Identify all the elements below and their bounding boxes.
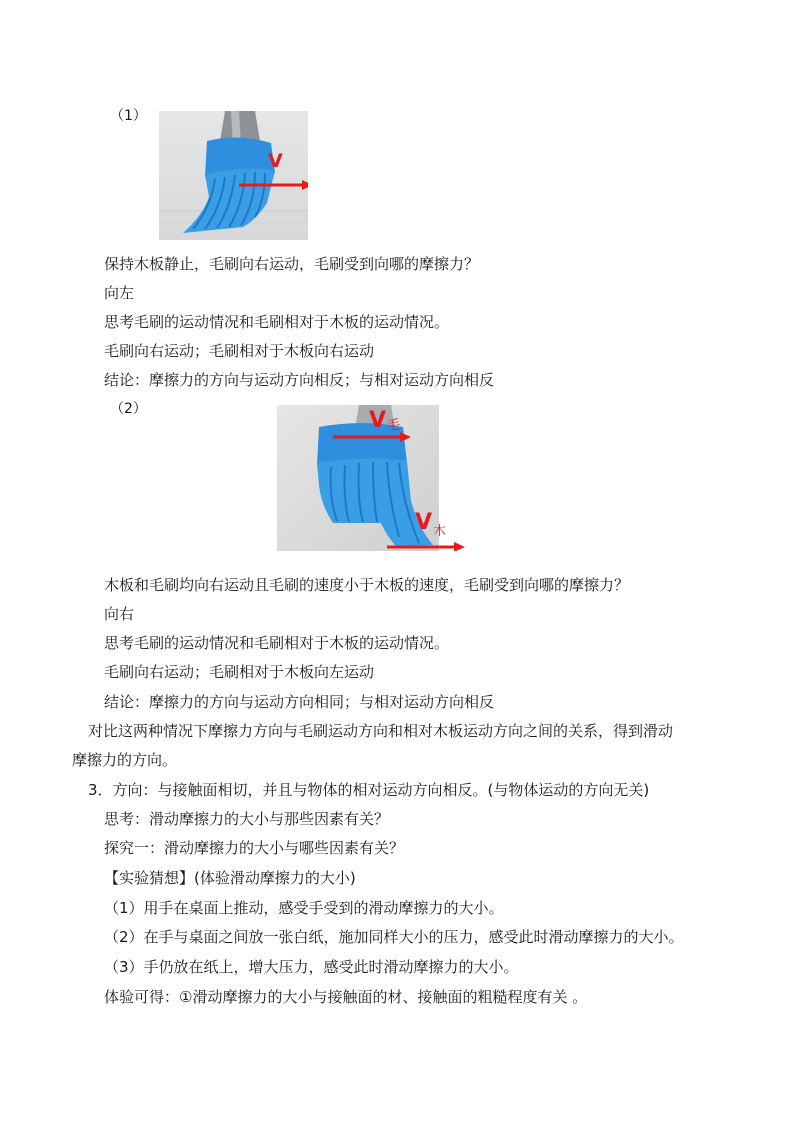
brush-photo-2	[277, 405, 467, 551]
figure-brush-2	[277, 405, 467, 551]
part1-think: 思考毛刷的运动情况和毛刷相对于木板的运动情况。	[104, 313, 450, 331]
guess-item-3: （3）手仍放在纸上，增大压力，感受此时滑动摩擦力的大小。	[104, 958, 519, 976]
part1-label: （1）	[110, 108, 147, 124]
guess-title: 【实验猜想】(体验滑动摩擦力的大小)	[104, 869, 356, 887]
guess-item-2: （2）在手与桌面之间放一张白纸，施加同样大小的压力，感受此时滑动摩擦力的大小。	[104, 928, 684, 946]
part2-question: 木板和毛刷均向右运动且毛刷的速度小于木板的速度，毛刷受到向哪的摩擦力？	[104, 576, 630, 594]
board-velocity-subscript: 木	[433, 524, 447, 539]
part1-conclusion: 结论：摩擦力的方向与运动方向相反；与相对运动方向相反	[104, 371, 495, 389]
part2-answer: 向右	[104, 605, 135, 623]
part1-answer: 向左	[104, 284, 135, 302]
brush-photo-1	[159, 111, 308, 240]
explore-one: 探究一：滑动摩擦力的大小与哪些因素有关？	[104, 839, 405, 857]
part1-motion: 毛刷向右运动；毛刷相对于木板向右运动	[104, 342, 375, 360]
velocity-label: V	[268, 150, 283, 172]
think-size: 思考：滑动摩擦力的大小与那些因素有关？	[104, 810, 390, 828]
guess-item-1: （1）用手在桌面上推动，感受手受到的滑动摩擦力的大小。	[104, 899, 504, 917]
figure-brush-1	[159, 111, 308, 240]
experience-result: 体验可得：①滑动摩擦力的大小与接触面的材、接触面的粗糙程度有关 。	[104, 988, 588, 1006]
brush-velocity-subscript: 毛	[387, 418, 401, 433]
board-velocity-label: V	[415, 510, 433, 535]
friction-direction: 3．方向：与接触面相切，并且与物体的相对运动方向相反。(与物体运动的方向无关)	[88, 781, 650, 799]
part2-think: 思考毛刷的运动情况和毛刷相对于木板的运动情况。	[104, 634, 450, 652]
compare-line-1: 对比这两种情况下摩擦力方向与毛刷运动方向和相对木板运动方向之间的关系，得到滑动	[88, 722, 674, 740]
part2-motion: 毛刷向右运动；毛刷相对于木板向左运动	[104, 663, 375, 681]
part1-question: 保持木板静止，毛刷向右运动，毛刷受到向哪的摩擦力？	[104, 255, 480, 273]
compare-line-2: 摩擦力的方向。	[72, 751, 178, 769]
part2-label: （2）	[110, 401, 147, 417]
brush-velocity-label: V	[369, 408, 387, 433]
part2-conclusion: 结论：摩擦力的方向与运动方向相同；与相对运动方向相反	[104, 693, 495, 711]
